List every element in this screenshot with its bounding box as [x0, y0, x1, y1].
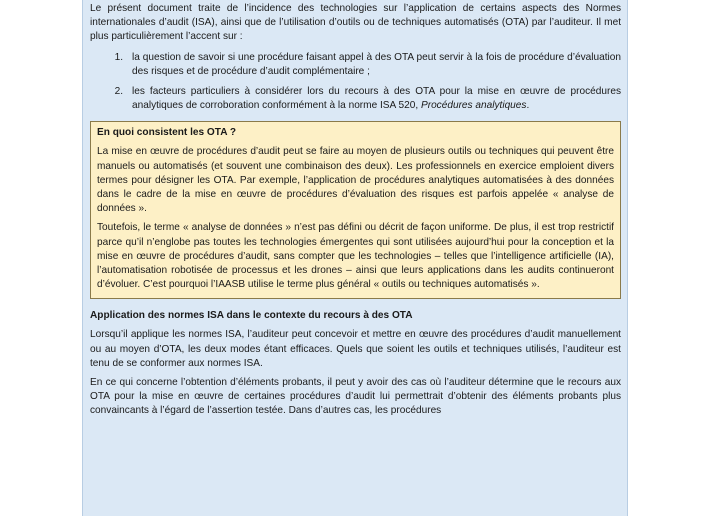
callout-paragraph-1: La mise en œuvre de procédures d’audit peut se faire au moyen de plusieurs outils ou techniques qui peuvent être manuels ou automatisés (et souvent une combinaison des deux). Les professionnels en exercice emploient divers termes pour désigner les OTA. Par exemple, l’application de procédures analytiques automatisées à des données dans le cadre de la mise en œuvre de procédures d’évaluation des risques est parfois appelée « analyse de données ». [97, 146, 614, 215]
list-number: 1. [114, 51, 123, 63]
section-title: Application des normes ISA dans le contexte du recours à des OTA [90, 310, 413, 322]
list-text: la question de savoir si une procédure faisant appel à des OTA peut servir à la fois de procédure d’évaluation des risques et de procédure d’audit complémentaire ; [132, 51, 621, 77]
isa-application-section [90, 309, 621, 418]
list-item [90, 51, 621, 79]
list-item [90, 85, 621, 113]
list-text: les facteurs particuliers à considérer lors du recours à des OTA pour la mise en œuvre de procédures analytiques de corroboration conformément à la norme ISA 520, [132, 86, 621, 112]
section-paragraph-2: En ce qui concerne l’obtention d’éléments probants, il peut y avoir des cas où l’auditeur détermine que le recours aux OTA pour la mise en œuvre de certaines procédures d’audit lui permettrait d’obtenir des éléments probants plus convaincants à l’égard de l’assertion testée. Dans d’autres cas, les procédures [90, 377, 621, 417]
ota-callout-box [90, 121, 621, 299]
focus-list [90, 51, 621, 114]
list-text-container [132, 85, 621, 113]
list-text-italic: Procédures analytiques [420, 100, 527, 112]
intro-paragraph: Le présent document traite de l’incidence des technologies sur l’application de certains aspects des Normes internationales d’audit (ISA), ainsi que de l’utilisation d’outils ou de techniques automatisés (OTA) par l’auditeur. Il met plus particulièrement l’accent sur : [90, 3, 621, 43]
callout-paragraph-2: Toutefois, le terme « analyse de données » n’est pas défini ou décrit de façon uniforme. De plus, il est trop restrictif parce qu’il n’englobe pas toutes les technologies émergentes qui sont utilisées aujourd’hui pour la conception et la mise en œuvre de procédures d’audit, sans compter que les technologies – telles que l’intelligence artificielle (IA), l’automatisation robotisée de processus et les drones – ainsi que leurs applications dans les audits continueront d’évoluer. C’est pourquoi l’IAASB utilise le terme plus général « outils ou techniques automatisés ». [97, 222, 614, 291]
callout-title: En quoi consistent les OTA ? [97, 127, 237, 139]
section-paragraph-1: Lorsqu’il applique les normes ISA, l’auditeur peut concevoir et mettre en œuvre des procédures d’audit manuellement ou au moyen d’OTA, les deux modes étant efficaces. Quels que soient les outils et techniques utilisés, l’auditeur est tenu de se conformer aux normes ISA. [90, 329, 621, 369]
list-text-tail: . [526, 100, 530, 112]
list-number: 2. [114, 86, 123, 98]
document-page [82, 0, 628, 516]
